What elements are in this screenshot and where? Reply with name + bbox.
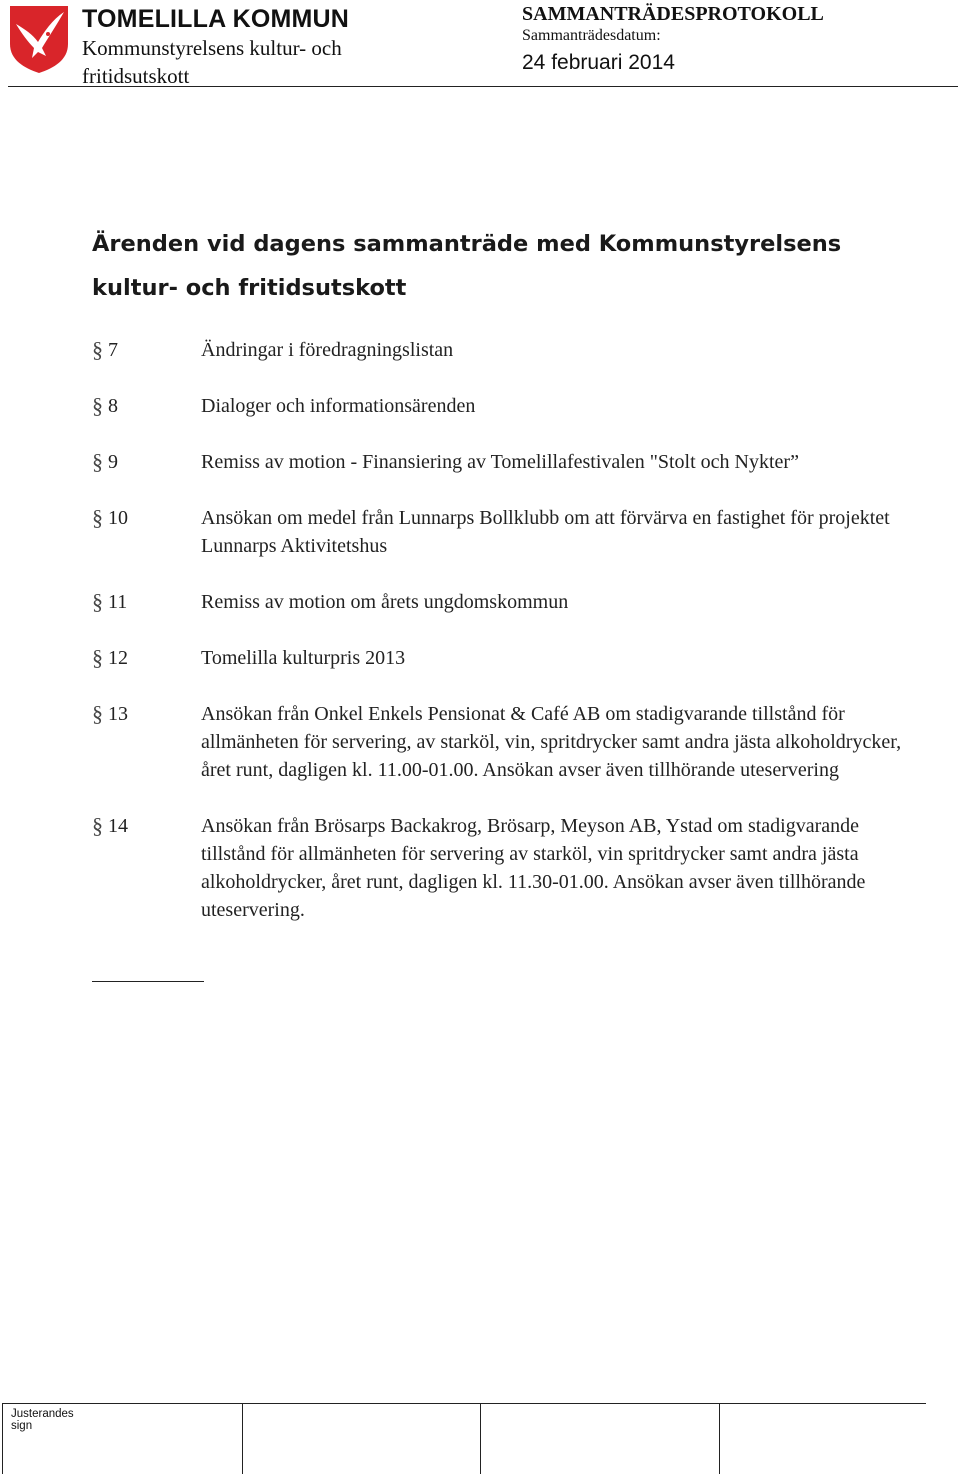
item-number: 7 xyxy=(108,339,118,361)
item-text: Remiss av motion - Finansiering av Tomelillafestivalen "Stolt och Nykter” xyxy=(201,451,799,473)
item-number: 8 xyxy=(108,395,118,417)
item-text: Ansökan från Brösarps Backakrog, Brösarp, Meyson AB, Ystad om stadigvarande tillstånd för allmänheten för servering av starköl, vin spritdrycker samt andra jästa alkoholdrycker, året runt, dagligen kl. 11.30-01.00. Ansökan avser även tillhörande uteservering. xyxy=(201,815,866,921)
signature-cell xyxy=(719,1404,720,1474)
signature-table xyxy=(2,1403,926,1474)
page-title: Ärenden vid dagens sammanträde med Kommunstyrelsens kultur- och fritidsutskott xyxy=(92,231,842,301)
item-text: Tomelilla kulturpris 2013 xyxy=(201,647,406,669)
protocol-title: SAMMANTRÄDESPROTOKOLL xyxy=(522,3,824,25)
paragraph-symbol: § xyxy=(92,337,103,362)
paragraph-symbol: § xyxy=(92,505,103,530)
agenda-item-8 xyxy=(92,392,922,420)
item-text: Ändringar i föredragningslistan xyxy=(201,339,454,361)
paragraph-symbol: § xyxy=(92,449,103,474)
paragraph-symbol: § xyxy=(92,393,103,418)
agenda-item-12 xyxy=(92,644,922,672)
signature-cell xyxy=(480,1404,481,1474)
coat-of-arms-bird-icon xyxy=(8,4,70,74)
item-number: 14 xyxy=(108,815,128,837)
paragraph-symbol: § xyxy=(92,701,103,726)
paragraph-symbol: § xyxy=(92,645,103,670)
item-text: Remiss av motion om årets ungdomskommun xyxy=(201,591,569,613)
signature-cell xyxy=(2,1404,74,1474)
item-text: Ansökan från Onkel Enkels Pensionat & Café AB om stadigvarande tillstånd för allmänheten för servering, av starköl, vin, spritdrycker samt andra jästa alkoholdrycker, året runt, dagligen kl. 11.00-01.00. Ansökan avser även tillhörande uteservering xyxy=(201,703,902,781)
item-text: Ansökan om medel från Lunnarps Bollklubb om att förvärva en fastighet för projektet Lunnarps Aktivitetshus xyxy=(201,507,890,557)
item-number: 9 xyxy=(108,451,118,473)
item-number: 10 xyxy=(108,507,128,529)
agenda-item-14 xyxy=(92,812,922,924)
agenda-item-11 xyxy=(92,588,922,616)
agenda-item-9 xyxy=(92,448,922,476)
agenda-list xyxy=(92,336,922,952)
agenda-item-13 xyxy=(92,700,922,784)
header-divider xyxy=(8,86,958,87)
department-name: Kommunstyrelsens kultur- och fritidsutskott xyxy=(82,36,342,88)
meeting-date: 24 februari 2014 xyxy=(522,51,675,74)
organization-name: TOMELILLA KOMMUN xyxy=(82,5,350,33)
item-number: 13 xyxy=(108,703,128,725)
meeting-date-label: Sammanträdesdatum: xyxy=(522,27,661,44)
paragraph-symbol: § xyxy=(92,813,103,838)
agenda-item-10 xyxy=(92,504,922,560)
signature-cell xyxy=(242,1404,243,1474)
end-of-list-rule xyxy=(92,981,204,982)
agenda-item-7 xyxy=(92,336,922,364)
item-number: 12 xyxy=(108,647,128,669)
item-number: 11 xyxy=(108,591,128,613)
paragraph-symbol: § xyxy=(92,589,103,614)
signature-label: Justerandes sign xyxy=(11,1408,74,1432)
organization-block xyxy=(82,4,422,90)
document-header xyxy=(0,0,960,90)
item-text: Dialoger och informationsärenden xyxy=(201,395,476,417)
protocol-meta xyxy=(522,3,824,77)
